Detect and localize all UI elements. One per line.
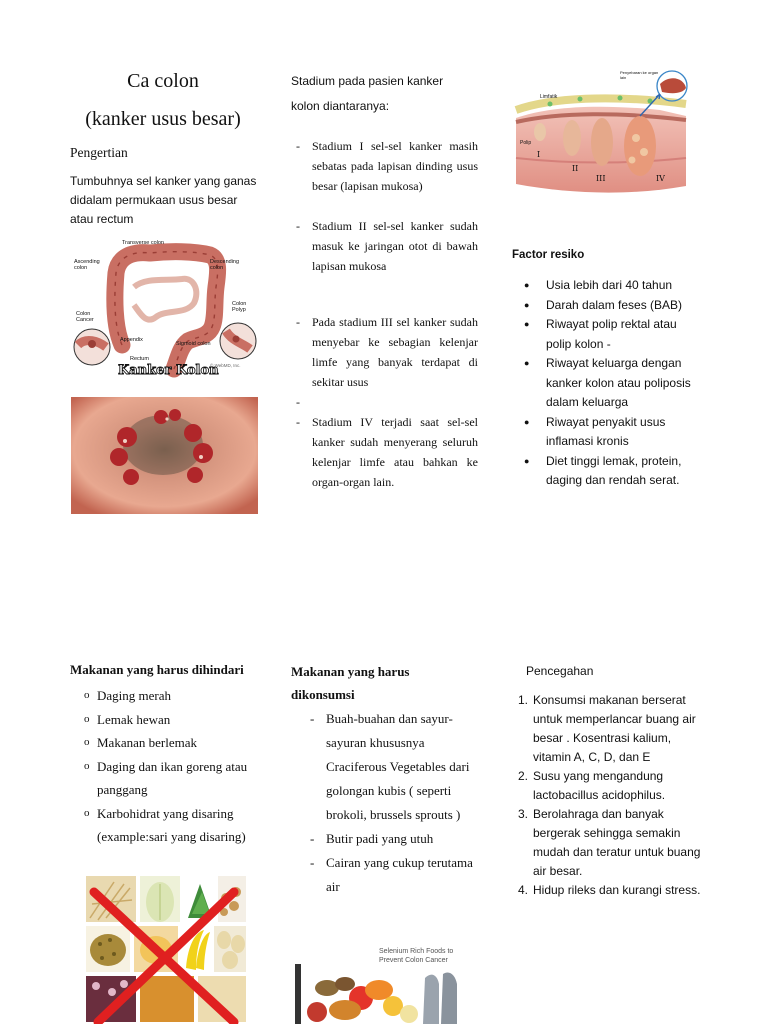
list-item: ● Usia lebih dari 40 tahun xyxy=(524,276,704,296)
list-item: - Buah-buahan dan sayur-sayuran khususnya Craciferous Vegetables dari golongan kubis ( seperti brokoli, brussels sprouts ) xyxy=(308,707,478,827)
definition-heading: Pengertian xyxy=(70,145,128,160)
list-item: o Daging dan ikan goreng atau panggang xyxy=(84,755,264,802)
label-transverse-colon: Transverse colon xyxy=(122,240,164,246)
list-number: 2. xyxy=(518,769,529,783)
list-item: o Lemak hewan xyxy=(84,708,264,732)
list-item xyxy=(514,691,704,767)
stadium-intro: Stadium pada pasien kanker kolon diantaranya: xyxy=(291,74,444,113)
cancer-stage-diagram xyxy=(510,68,690,198)
food-image-caption: Selenium Rich Foods to Prevent Colon Cancer xyxy=(379,948,454,964)
label-stage-3: III xyxy=(596,174,606,183)
list-item: - Cairan yang cukup terutama air xyxy=(308,851,478,899)
list-item: ● Riwayat keluarga dengan kanker kolon atau poliposis dalam keluarga xyxy=(524,354,704,413)
label-ascending-colon: Ascending colon xyxy=(74,259,100,271)
colon-anatomy-diagram xyxy=(70,237,258,383)
prevention-list xyxy=(514,691,704,900)
colon-tumor-photo xyxy=(71,397,258,514)
label-descending-colon: Descending colon xyxy=(210,259,240,271)
prevention-heading: Pencegahan xyxy=(526,664,594,678)
list-number: 4. xyxy=(518,883,529,897)
stadium-list xyxy=(292,136,478,492)
list-item-text: Berolahraga dan banyak bergerak sehingga semakin mudah dan teratur untuk buang air besar. xyxy=(533,807,701,878)
list-number: 1. xyxy=(518,693,529,707)
list-item: o Karbohidrat yang disaring (example:sari yang disaring) xyxy=(84,802,264,849)
list-item xyxy=(514,767,704,805)
list-item: - Stadium I sel-sel kanker masih sebatas pada lapisan dinding usus besar (lapisan mukosa) xyxy=(292,136,478,196)
label-rectum: Rectum xyxy=(130,356,149,362)
list-item: o Daging merah xyxy=(84,684,264,708)
page-title: Ca colon xyxy=(127,70,199,92)
label-limfatik: Limfatik xyxy=(540,94,558,100)
list-item-text: Susu yang mengandung lactobacillus acidophilus. xyxy=(533,769,666,802)
eat-food-heading: Makanan yang harus dikonsumsi xyxy=(291,664,410,702)
diagram-caption: Kanker Kolon xyxy=(118,363,219,378)
list-item: - Butir padi yang utuh xyxy=(308,827,478,851)
list-item: ● Riwayat penyakit usus inflamasi kronis xyxy=(524,413,704,452)
label-colon-cancer: Colon Cancer xyxy=(76,311,94,323)
risk-factor-heading: Factor resiko xyxy=(512,249,585,261)
eat-food-list xyxy=(308,707,478,899)
risk-factor-list xyxy=(524,276,704,491)
list-item: o Makanan berlemak xyxy=(84,731,264,755)
recommended-food-image xyxy=(293,944,463,1024)
diagram-credit: © WebMD, Inc. xyxy=(210,363,241,368)
avoid-food-image xyxy=(84,874,248,1024)
list-item xyxy=(292,392,478,412)
avoid-food-heading: Makanan yang harus dihindari xyxy=(70,662,244,677)
list-item-text: Konsumsi makanan berserat untuk memperlancar buang air besar . Kosentrasi kalium, vitamin A, C, D, dan E xyxy=(533,693,696,764)
label-sigmoid-colon: Sigmoid colon xyxy=(176,341,211,347)
avoid-food-list xyxy=(84,684,264,849)
list-item: ● Darah dalam feses (BAB) xyxy=(524,296,704,316)
label-stage-4: IV xyxy=(656,174,665,183)
list-item xyxy=(514,881,704,900)
label-polip: Polip xyxy=(520,140,532,146)
label-colon-polyp: Colon Polyp xyxy=(232,301,247,313)
list-item: ● Diet tinggi lemak, protein, daging dan rendah serat. xyxy=(524,452,704,491)
label-stage-2: II xyxy=(572,164,579,173)
list-item: - Stadium IV terjadi saat sel-sel kanker sudah menyerang seluruh kelenjar limfe atau bahkan ke organ-organ lain. xyxy=(292,412,478,492)
list-item: ● Riwayat polip rektal atau polip kolon - xyxy=(524,315,704,354)
list-item: - Pada stadium III sel kanker sudah menyebar ke sebagian kelenjar limfe yang banyak terdapat di sekitar usus xyxy=(292,312,478,392)
list-item-text: Hidup rileks dan kurangi stress. xyxy=(533,883,701,897)
definition-text: Tumbuhnya sel kanker yang ganas didalam permukaan usus besar atau rectum xyxy=(70,174,257,226)
list-number: 3. xyxy=(518,807,529,821)
list-item: - Stadium II sel-sel kanker sudah masuk ke jaringan otot di bawah lapisan mukosa xyxy=(292,216,478,276)
list-item xyxy=(514,805,704,881)
label-appendix: Appendix xyxy=(120,337,143,343)
page-subtitle: (kanker usus besar) xyxy=(85,108,241,130)
label-spread-organ: Penyebaran ke organ lain xyxy=(620,70,659,80)
label-stage-1: I xyxy=(537,150,541,159)
